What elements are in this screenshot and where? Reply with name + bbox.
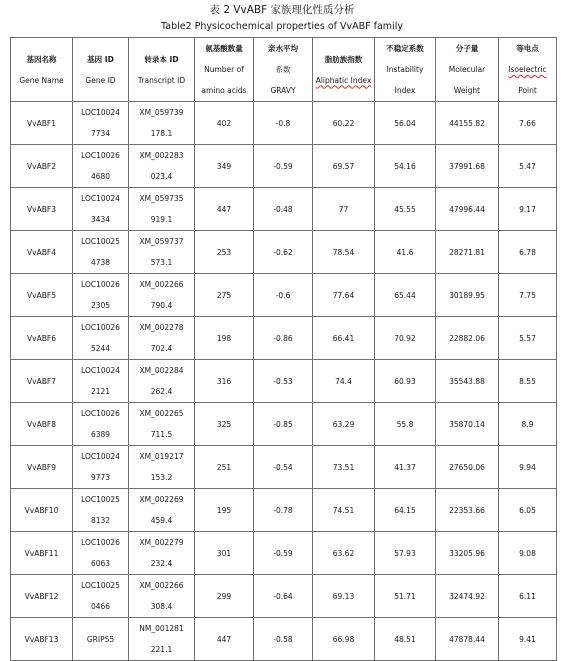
cell-gene-id — [73, 317, 129, 360]
header-en: Aliphatic Index — [315, 75, 372, 85]
cell-gene-id-line-2: 4738 — [90, 258, 111, 267]
cell-transcript-id-line-2: 221.1 — [150, 645, 173, 654]
cell-gravy: -0.54 — [254, 446, 313, 489]
cell-gene-id-line-1: LOC10025 — [81, 581, 120, 590]
header-en: Gene Name — [19, 75, 64, 85]
cell-transcript-id-line-1: XM_019217 — [139, 452, 184, 461]
cell-instability-index: 54.16 — [375, 145, 436, 188]
table-row — [11, 618, 557, 661]
cell-transcript-id-line-2: 573.1 — [150, 258, 173, 267]
cell-aliphatic-index: 69.57 — [313, 145, 375, 188]
header-cn: 亲水平均 — [268, 44, 298, 53]
header-en: Isoelectric — [508, 65, 547, 74]
cell-amino-acids: 402 — [195, 102, 254, 145]
cell-isoelectric-point: 5.57 — [499, 317, 557, 360]
cell-gravy: -0.78 — [254, 489, 313, 532]
cell-gene-id-line-2: 0466 — [90, 602, 111, 611]
cell-gene-id-line-2: 6063 — [90, 559, 111, 568]
cell-isoelectric-point: 6.11 — [499, 575, 557, 618]
cell-gene-id-line-1: LOC10024 — [81, 366, 120, 375]
cell-gravy: -0.6 — [254, 274, 313, 317]
cell-transcript-id-line-1: XM_059737 — [139, 237, 184, 246]
cell-gene-id-line-2: 8132 — [90, 516, 111, 525]
table-row — [11, 102, 557, 145]
cell-gene-id — [73, 360, 129, 403]
cell-transcript-id-line-1: XM_002279 — [139, 538, 184, 547]
cell-transcript-id-line-2: 711.5 — [150, 430, 173, 439]
cell-aliphatic-index: 66.41 — [313, 317, 375, 360]
cell-molecular-weight: 47878.44 — [436, 618, 499, 661]
cell-molecular-weight: 33205.96 — [436, 532, 499, 575]
cell-aliphatic-index: 73.51 — [313, 446, 375, 489]
cell-transcript-id-line-2: 308.4 — [150, 602, 173, 611]
header-cn: 基因 ID — [87, 54, 114, 64]
header-gene-name — [11, 38, 73, 102]
cell-transcript-id — [129, 489, 195, 532]
cell-transcript-id-line-1: XM_059735 — [139, 194, 184, 203]
cell-amino-acids: 316 — [195, 360, 254, 403]
cell-transcript-id — [129, 102, 195, 145]
cell-gene-id — [73, 102, 129, 145]
cell-instability-index: 57.93 — [375, 532, 436, 575]
cell-gene-id-line-2: 2305 — [90, 301, 111, 310]
header-cn: 转录本 ID — [144, 54, 179, 64]
header-en: Gene ID — [85, 75, 116, 85]
cell-gene-id — [73, 188, 129, 231]
cell-transcript-id-line-1: XM_002266 — [139, 280, 184, 289]
cell-aliphatic-index: 74.4 — [313, 360, 375, 403]
cell-molecular-weight: 35543.88 — [436, 360, 499, 403]
cell-gene-id — [73, 618, 129, 661]
cell-gene-id-line-2: 3434 — [90, 215, 111, 224]
cell-instability-index: 70.92 — [375, 317, 436, 360]
cell-instability-index: 41.6 — [375, 231, 436, 274]
cell-gene-name: VvABF10 — [11, 489, 73, 532]
cell-transcript-id-line-1: XM_002265 — [139, 409, 184, 418]
cell-gene-name: VvABF2 — [11, 145, 73, 188]
cell-instability-index: 45.55 — [375, 188, 436, 231]
cell-instability-index: 51.71 — [375, 575, 436, 618]
header-cn: 不稳定系数 — [386, 44, 424, 53]
cell-isoelectric-point: 7.66 — [499, 102, 557, 145]
cell-gene-name: VvABF4 — [11, 231, 73, 274]
cell-transcript-id — [129, 274, 195, 317]
cell-amino-acids: 195 — [195, 489, 254, 532]
cell-transcript-id — [129, 575, 195, 618]
header-cn: 氨基酸数量 — [205, 44, 243, 53]
cell-instability-index: 41.37 — [375, 446, 436, 489]
table-row — [11, 446, 557, 489]
header-row — [11, 38, 557, 102]
cell-gravy: -0.62 — [254, 231, 313, 274]
cell-gene-name: VvABF3 — [11, 188, 73, 231]
cell-aliphatic-index: 78.54 — [313, 231, 375, 274]
cell-instability-index: 55.8 — [375, 403, 436, 446]
header-isoelectric-point — [499, 38, 557, 102]
cell-aliphatic-index: 63.29 — [313, 403, 375, 446]
cell-gene-id-line-1: LOC10024 — [81, 108, 120, 117]
cell-gene-id-line-1: LOC10026 — [81, 409, 120, 418]
header-transcript-id — [129, 38, 195, 102]
cell-amino-acids: 301 — [195, 532, 254, 575]
table-title-english: Table2 Physicochemical properties of VvABF family — [161, 21, 403, 32]
cell-amino-acids: 275 — [195, 274, 254, 317]
cell-gravy: -0.86 — [254, 317, 313, 360]
cell-gene-id — [73, 274, 129, 317]
header-aliphatic-index — [313, 38, 375, 102]
cell-aliphatic-index: 60.22 — [313, 102, 375, 145]
cell-aliphatic-index: 77 — [313, 188, 375, 231]
cell-gene-id-line-2: 6389 — [90, 430, 111, 439]
cell-molecular-weight: 27650.06 — [436, 446, 499, 489]
cell-gene-id-line-2: 2121 — [90, 387, 111, 396]
cell-gene-id — [73, 446, 129, 489]
cell-instability-index: 65.44 — [375, 274, 436, 317]
cell-amino-acids: 325 — [195, 403, 254, 446]
cell-gravy: -0.48 — [254, 188, 313, 231]
header-molecular-weight — [436, 38, 499, 102]
cell-gene-id-line-1: LOC10026 — [81, 151, 120, 160]
cell-gene-id-line-1: LOC10024 — [81, 194, 120, 203]
cell-gene-id — [73, 532, 129, 575]
cell-molecular-weight: 28271.81 — [436, 231, 499, 274]
table-row — [11, 145, 557, 188]
header-amino-acids — [195, 38, 254, 102]
cell-gene-id — [73, 231, 129, 274]
header-en: Instability — [386, 65, 424, 74]
cell-isoelectric-point: 6.78 — [499, 231, 557, 274]
header-en: Point — [518, 86, 537, 95]
cell-gravy: -0.58 — [254, 618, 313, 661]
cell-amino-acids: 447 — [195, 188, 254, 231]
cell-isoelectric-point: 9.94 — [499, 446, 557, 489]
header-en: Index — [394, 86, 416, 95]
header-gravy — [254, 38, 313, 102]
cell-gene-id — [73, 403, 129, 446]
cell-gravy: -0.53 — [254, 360, 313, 403]
cell-transcript-id — [129, 618, 195, 661]
cell-isoelectric-point: 8.9 — [499, 403, 557, 446]
cell-transcript-id-line-2: 790.4 — [150, 301, 173, 310]
cell-isoelectric-point: 9.17 — [499, 188, 557, 231]
cell-transcript-id — [129, 188, 195, 231]
header-en: Weight — [453, 86, 481, 95]
cell-gene-name: VvABF8 — [11, 403, 73, 446]
cell-isoelectric-point: 8.55 — [499, 360, 557, 403]
table-row — [11, 188, 557, 231]
cell-gene-name: VvABF11 — [11, 532, 73, 575]
cell-amino-acids: 349 — [195, 145, 254, 188]
cell-molecular-weight: 37991.68 — [436, 145, 499, 188]
cell-gene-name: VvABF9 — [11, 446, 73, 489]
header-en: amino acids — [201, 86, 247, 95]
table-row — [11, 274, 557, 317]
table-row — [11, 532, 557, 575]
cell-transcript-id-line-2: 023.4 — [150, 172, 173, 181]
cell-gene-name: VvABF7 — [11, 360, 73, 403]
header-en: GRAVY — [270, 86, 296, 95]
cell-gene-id-line-1: LOC10026 — [81, 280, 120, 289]
cell-transcript-id-line-2: 232.4 — [150, 559, 173, 568]
header-en: Transcript ID — [137, 75, 186, 85]
cell-transcript-id — [129, 532, 195, 575]
table-row — [11, 231, 557, 274]
cell-molecular-weight: 44155.82 — [436, 102, 499, 145]
cell-amino-acids: 251 — [195, 446, 254, 489]
cell-gene-id-line-2: 5244 — [90, 344, 111, 353]
cell-aliphatic-index: 77.64 — [313, 274, 375, 317]
cell-transcript-id-line-2: 262.4 — [150, 387, 173, 396]
physicochemical-table — [10, 37, 557, 661]
header-cn: 基因名称 — [26, 54, 57, 64]
cell-transcript-id-line-1: XM_002266 — [139, 581, 184, 590]
cell-transcript-id — [129, 446, 195, 489]
cell-gene-id — [73, 145, 129, 188]
cell-gene-id-line-2: 4680 — [90, 172, 111, 181]
cell-gene-id-line-2: 9773 — [90, 473, 111, 482]
cell-gene-id-line-1: LOC10025 — [81, 495, 120, 504]
cell-gene-id-line-1: LOC10025 — [81, 237, 120, 246]
cell-isoelectric-point: 9.08 — [499, 532, 557, 575]
header-cn-2: 系数 — [275, 65, 291, 74]
cell-aliphatic-index: 63.62 — [313, 532, 375, 575]
header-cn: 脂肪族指数 — [324, 54, 363, 64]
cell-molecular-weight: 22882.06 — [436, 317, 499, 360]
cell-molecular-weight: 47996.44 — [436, 188, 499, 231]
table-row — [11, 360, 557, 403]
table-row — [11, 403, 557, 446]
cell-instability-index: 56.04 — [375, 102, 436, 145]
cell-instability-index: 48.51 — [375, 618, 436, 661]
cell-transcript-id-line-1: XM_002278 — [139, 323, 184, 332]
cell-transcript-id-line-1: NM_001281 — [139, 624, 184, 633]
cell-transcript-id-line-2: 178.1 — [150, 129, 173, 138]
cell-isoelectric-point: 7.75 — [499, 274, 557, 317]
cell-molecular-weight: 35870.14 — [436, 403, 499, 446]
table-title-chinese: 表 2 VvABF 家族理化性质分析 — [209, 4, 355, 16]
cell-gravy: -0.85 — [254, 403, 313, 446]
cell-transcript-id-line-1: XM_002269 — [139, 495, 184, 504]
cell-transcript-id — [129, 360, 195, 403]
cell-gravy: -0.59 — [254, 145, 313, 188]
header-cn: 分子量 — [455, 44, 479, 53]
cell-instability-index: 60.93 — [375, 360, 436, 403]
cell-amino-acids: 447 — [195, 618, 254, 661]
cell-aliphatic-index: 74.51 — [313, 489, 375, 532]
cell-gene-name: VvABF6 — [11, 317, 73, 360]
cell-transcript-id-line-1: XM_002284 — [139, 366, 184, 375]
cell-isoelectric-point: 9.41 — [499, 618, 557, 661]
cell-gene-name: VvABF5 — [11, 274, 73, 317]
cell-amino-acids: 198 — [195, 317, 254, 360]
header-instability-index — [375, 38, 436, 102]
cell-molecular-weight: 22353.66 — [436, 489, 499, 532]
cell-gene-id — [73, 575, 129, 618]
header-cn: 等电点 — [516, 44, 539, 53]
table-body — [11, 102, 557, 661]
cell-gene-id-line-1: LOC10024 — [81, 452, 120, 461]
cell-gene-name: VvABF13 — [11, 618, 73, 661]
cell-transcript-id-line-1: XM_002283 — [139, 151, 184, 160]
cell-instability-index: 64.15 — [375, 489, 436, 532]
cell-transcript-id — [129, 231, 195, 274]
header-en: Number of — [204, 65, 244, 74]
cell-gene-id-line-1: LOC10026 — [81, 323, 120, 332]
cell-molecular-weight: 32474.92 — [436, 575, 499, 618]
cell-isoelectric-point: 6.05 — [499, 489, 557, 532]
cell-molecular-weight: 30189.95 — [436, 274, 499, 317]
table-row — [11, 575, 557, 618]
cell-gravy: -0.8 — [254, 102, 313, 145]
cell-gene-name: VvABF12 — [11, 575, 73, 618]
cell-transcript-id-line-2: 919.1 — [150, 215, 173, 224]
cell-isoelectric-point: 5.47 — [499, 145, 557, 188]
cell-gravy: -0.64 — [254, 575, 313, 618]
cell-transcript-id-line-2: 153.2 — [150, 473, 173, 482]
cell-gravy: -0.59 — [254, 532, 313, 575]
table-header — [11, 38, 557, 102]
cell-gene-id-line-1: LOC10026 — [81, 538, 120, 547]
cell-gene-id — [73, 489, 129, 532]
cell-gene-id-line-2: 7734 — [90, 129, 111, 138]
cell-transcript-id — [129, 403, 195, 446]
cell-transcript-id-line-2: 459.4 — [150, 516, 173, 525]
cell-transcript-id-line-2: 702.4 — [150, 344, 173, 353]
header-en: Molecular — [448, 65, 486, 74]
cell-aliphatic-index: 69.13 — [313, 575, 375, 618]
cell-amino-acids: 299 — [195, 575, 254, 618]
table-row — [11, 489, 557, 532]
cell-transcript-id-line-1: XM_059739 — [139, 108, 184, 117]
cell-transcript-id — [129, 317, 195, 360]
table-row — [11, 317, 557, 360]
cell-gene-name: VvABF1 — [11, 102, 73, 145]
header-gene-id — [73, 38, 129, 102]
cell-amino-acids: 253 — [195, 231, 254, 274]
cell-aliphatic-index: 66.98 — [313, 618, 375, 661]
cell-gene-id-line-1: GRIP55 — [86, 634, 115, 644]
cell-transcript-id — [129, 145, 195, 188]
